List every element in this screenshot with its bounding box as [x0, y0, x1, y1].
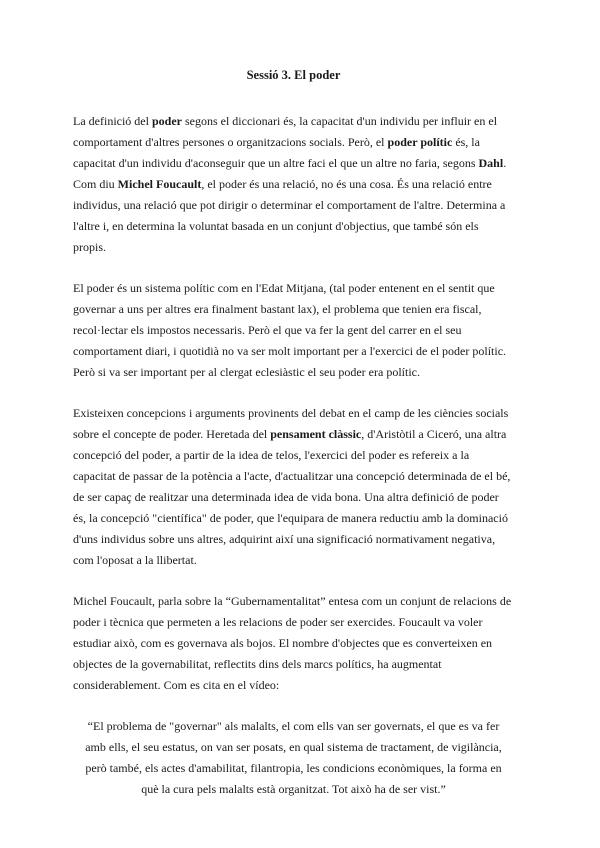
bold-term: poder	[151, 114, 182, 128]
bold-term: Michel Foucault	[117, 177, 202, 191]
block-quote: “El problema de "governar" als malalts, el com ells van ser governats, el que es va fer amb ells, el seu estatus, on van ser posats, en qual sistema de tractament, de vigilància, però també, els actes d'amabilitat, filantropia, les condicions econòmiques, la forma en què la cura pels malalts està organitzat. Tot això ha de ser vist.”	[85, 719, 502, 796]
body-paragraph	[73, 111, 514, 258]
document-body	[73, 111, 514, 696]
paragraph-text: segons el diccionari és, la capacitat d'un individu per influir en el comportament d'altres persones o organitzacions socials. Però, el	[73, 114, 498, 149]
paragraph-text: Existeixen concepcions i arguments provinents del debat en el camp de les ciències socials sobre el concepte de poder. Heretada del	[73, 406, 509, 441]
body-paragraph	[73, 278, 514, 383]
body-paragraph	[73, 591, 514, 696]
bold-term: poder polític	[387, 135, 453, 149]
paragraph-text: El poder és un sistema polític com en l'Edat Mitjana, (tal poder entenent en el sentit que governar a uns per altres era finalment bastant lax), el problema que tenien era fiscal, recol·lectar els impostos necessaris. Però el que va fer la gent del carrer en el seu comportament diari, i quotidià no va ser molt important per a l'exercici de el poder polític. Però si va ser important per al clergat eclesiàstic el seu poder era polític.	[73, 281, 507, 379]
paragraph-text: , d'Aristòtil a Ciceró, una altra concepció del poder, a partir de la idea de telos, l'exercici del poder es refereix a la capacitat de passar de la potència a l'acte, d'actualitzar una concepció determinada de el bé, de ser capaç de realitzar una determinada idea de vida bona. Una altra definició de poder és, la concepció "científica" de poder, que l'equipara de manera reductiu amb la dominació d'uns individus sobre uns altres, adquirint així una significació normativament negativa, com l'oposat a la llibertat.	[73, 427, 511, 567]
paragraph-text: Michel Foucault, parla sobre la “Gubernamentalitat” entesa com un conjunt de relacions de poder i tècnica que permeten a les relacions de poder ser exercides. Foucault va voler estudiar això, com es governava als bojos. El nombre d'objectes que es converteixen en objectes de la governabilitat, reflectits dins dels marcs polítics, ha augmentat considerablement. Com es cita en el vídeo:	[73, 594, 512, 692]
paragraph-text: , el poder és una relació, no és una cosa. És una relació entre individus, una relació que pot dirigir o determinar el comportament de l'altre. Determina a l'altre i, en determina la voluntat basada en un conjunt d'objectius, que també són els propis.	[73, 177, 506, 254]
paragraph-text: La definició del	[73, 114, 152, 128]
document-title: Sessió 3. El poder	[246, 68, 341, 82]
bold-term: pensament clàssic	[270, 427, 362, 441]
body-paragraph	[73, 403, 514, 571]
paragraph-text: . Com diu	[73, 156, 507, 191]
paragraph-text: és, la capacitat d'un individu d'aconseguir que un altre faci el que un altre no faria, segons	[73, 135, 480, 170]
bold-term: Dahl	[478, 156, 504, 170]
